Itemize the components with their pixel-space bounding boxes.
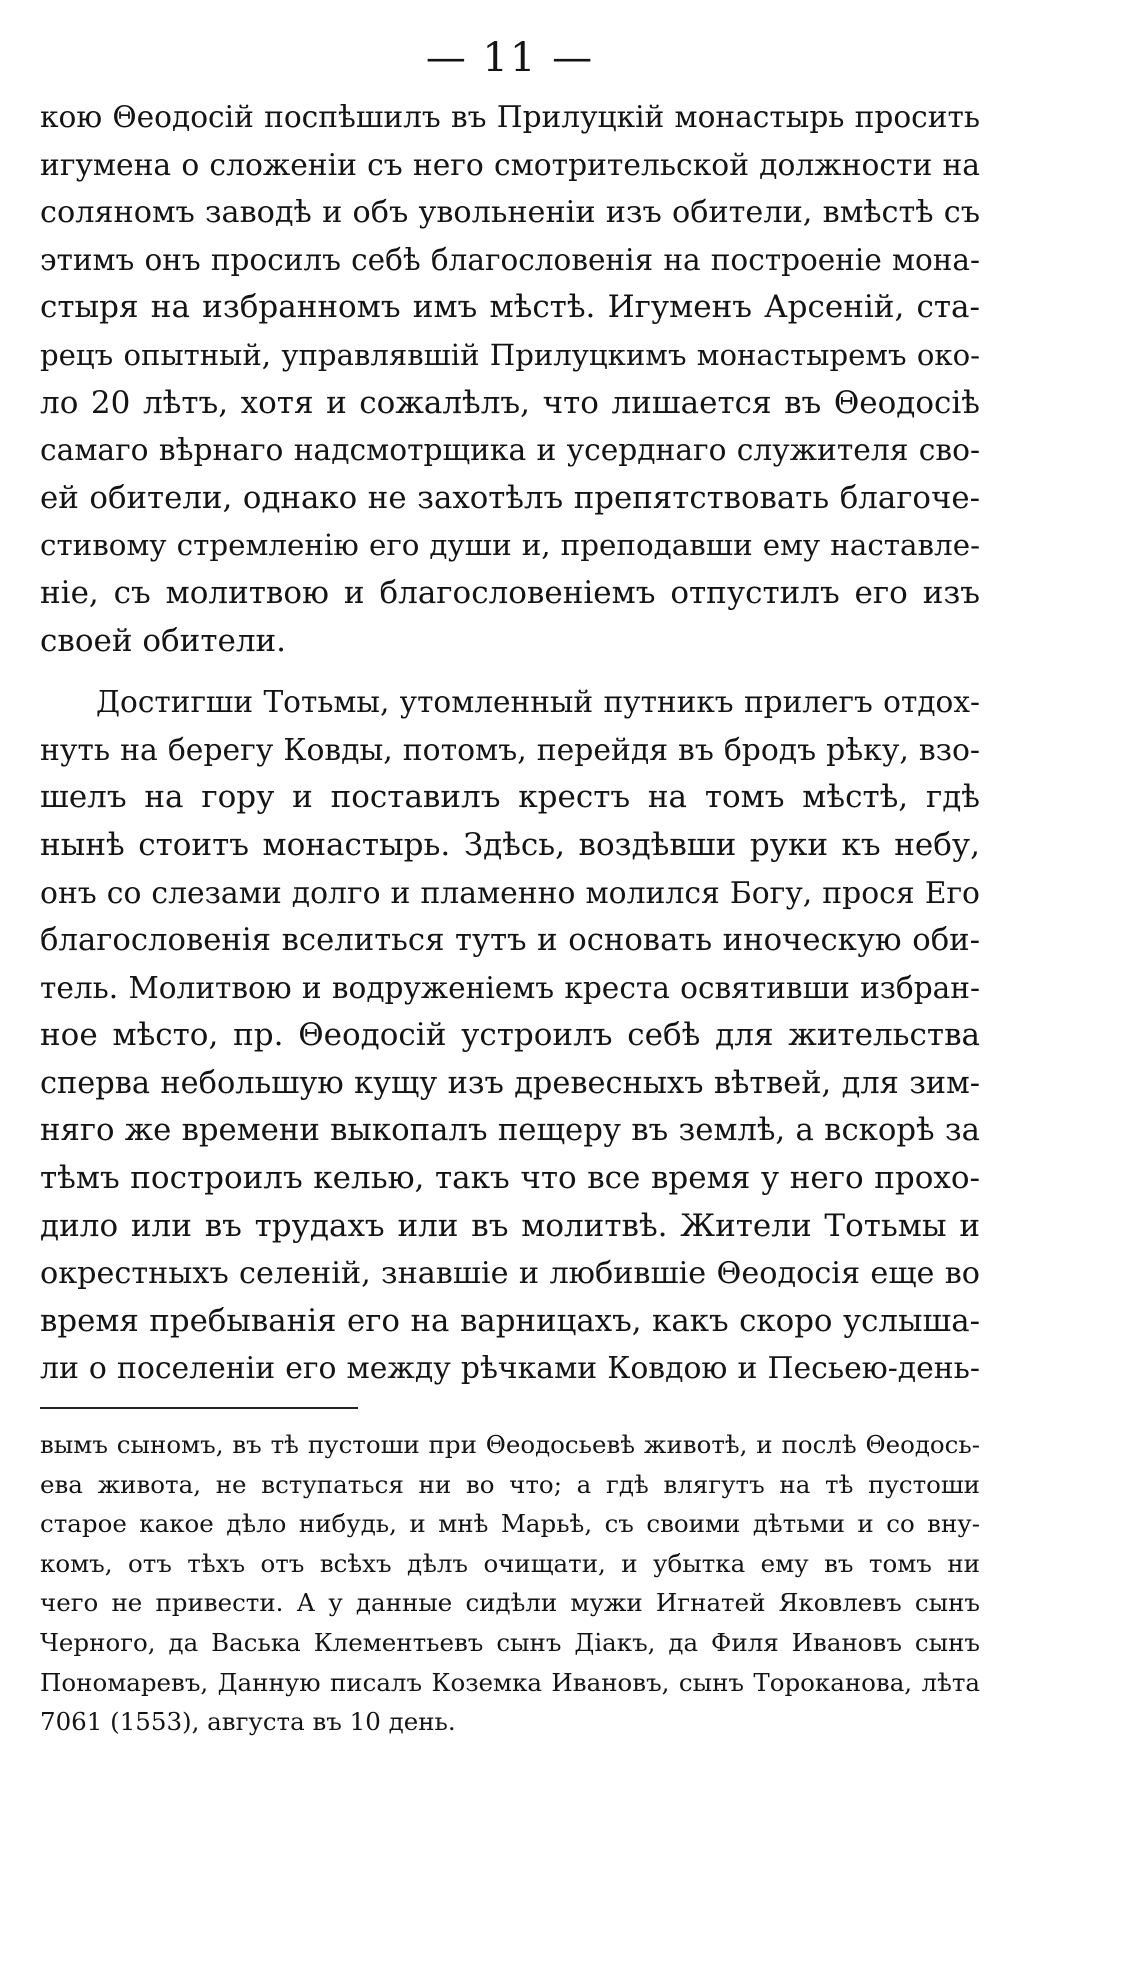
paragraph-2 — [40, 679, 980, 1393]
text-line: ніе, съ молитвою и благословеніемъ отпустилъ его изъ — [40, 574, 980, 611]
book-page — [40, 30, 980, 1742]
text-line: благословенія вселиться тутъ и основать иноческую оби- — [40, 923, 980, 959]
text-line: тѣмъ построилъ келью, такъ что все время у него прохо- — [40, 1160, 980, 1197]
footnote-line: ева живота, не вступаться ни во что; а гдѣ влягутъ на тѣ пустоши — [40, 1469, 980, 1499]
text-line: няго же времени выкопалъ пещеру въ землѣ, а вскорѣ за — [40, 1112, 980, 1149]
footnote-line: старое какое дѣло нибудь, и мнѣ Марьѣ, съ своими дѣтьми и со вну- — [40, 1509, 980, 1539]
text-line: своей обители. — [40, 622, 287, 659]
text-line: соляномъ заводѣ и объ увольненіи изъ обители, вмѣстѣ съ — [40, 195, 980, 231]
text-line: сперва небольшую кущу изъ древесныхъ вѣтвей, для зим- — [40, 1065, 980, 1101]
text-line: ное мѣсто, пр. Θеодосій устроилъ себѣ для жительства — [40, 1017, 980, 1054]
page-number: — 11 — — [425, 35, 595, 81]
footnote-divider — [40, 1407, 358, 1409]
text-line: ли о поселеніи его между рѣчками Ковдою и Песьею-день- — [40, 1351, 980, 1387]
footnote-line: Пономаревъ, Данную писалъ Коземка Ивановъ, сынъ Тороканова, лѣта — [40, 1667, 980, 1697]
paragraph-1 — [40, 94, 980, 665]
footnote-line: чего не привести. А у данные сидѣли мужи Игнатей Яковлевъ сынъ — [40, 1588, 980, 1618]
text-line: дило или въ трудахъ или въ молитвѣ. Жители Тотьмы и — [40, 1207, 980, 1244]
text-line: шелъ на гору и поставилъ крестъ на томъ мѣстѣ, гдѣ — [40, 779, 980, 816]
text-line: время пребыванія его на варницахъ, какъ скоро услыша- — [40, 1302, 980, 1339]
text-line: тель. Молитвою и водруженіемъ креста освятивши избран- — [40, 970, 980, 1005]
text-line: Достигши Тотьмы, утомленный путникъ прилегъ отдох- — [96, 685, 980, 720]
footnote — [40, 1425, 980, 1742]
text-line: стивому стремленію его души и, преподавши ему наставле- — [40, 528, 980, 563]
footnote-line: Черного, да Васька Клементьевъ сынъ Діакъ, да Филя Ивановъ сынъ — [40, 1628, 980, 1657]
footnote-line: 7061 (1553), августа въ 10 день. — [40, 1707, 456, 1737]
text-line: стыря на избранномъ имъ мѣстѣ. Игуменъ Арсеній, ста- — [40, 289, 980, 326]
text-line: нуть на берегу Ковды, потомъ, перейдя въ бродъ рѣку, взо- — [40, 732, 980, 768]
text-line: рецъ опытный, управлявшій Прилуцкимъ монастыремъ око- — [40, 337, 980, 372]
footnote-line: вымъ сыномъ, въ тѣ пустоши при Θеодосьевѣ животѣ, и послѣ Θеодось- — [40, 1430, 980, 1460]
text-line: ло 20 лѣтъ, хотя и сожалѣлъ, что лишается въ Θеодосіѣ — [40, 384, 980, 421]
text-line: ей обители, однако не захотѣлъ препятствовать благоче- — [40, 479, 980, 516]
text-line: кою Θеодосій поспѣшилъ въ Прилуцкій монастырь просить — [40, 100, 980, 134]
text-line: нынѣ стоитъ монастырь. Здѣсь, воздѣвши руки къ небу, — [40, 826, 980, 863]
text-line: этимъ онъ просилъ себѣ благословенія на построеніе мона- — [40, 242, 980, 277]
text-line: самаго вѣрнаго надсмотрщика и усерднаго служителя сво- — [40, 433, 980, 469]
text-line: онъ со слезами долго и пламенно молился Богу, прося Его — [40, 875, 980, 911]
text-line: окрестныхъ селеній, знавшіе и любившіе Θеодосія еще во — [40, 1256, 980, 1292]
footnote-line: комъ, отъ тѣхъ отъ всѣхъ дѣлъ очищати, и убытка ему въ томъ ни — [40, 1548, 980, 1578]
text-line: игумена о сложеніи съ него смотрительской должности на — [40, 147, 980, 183]
